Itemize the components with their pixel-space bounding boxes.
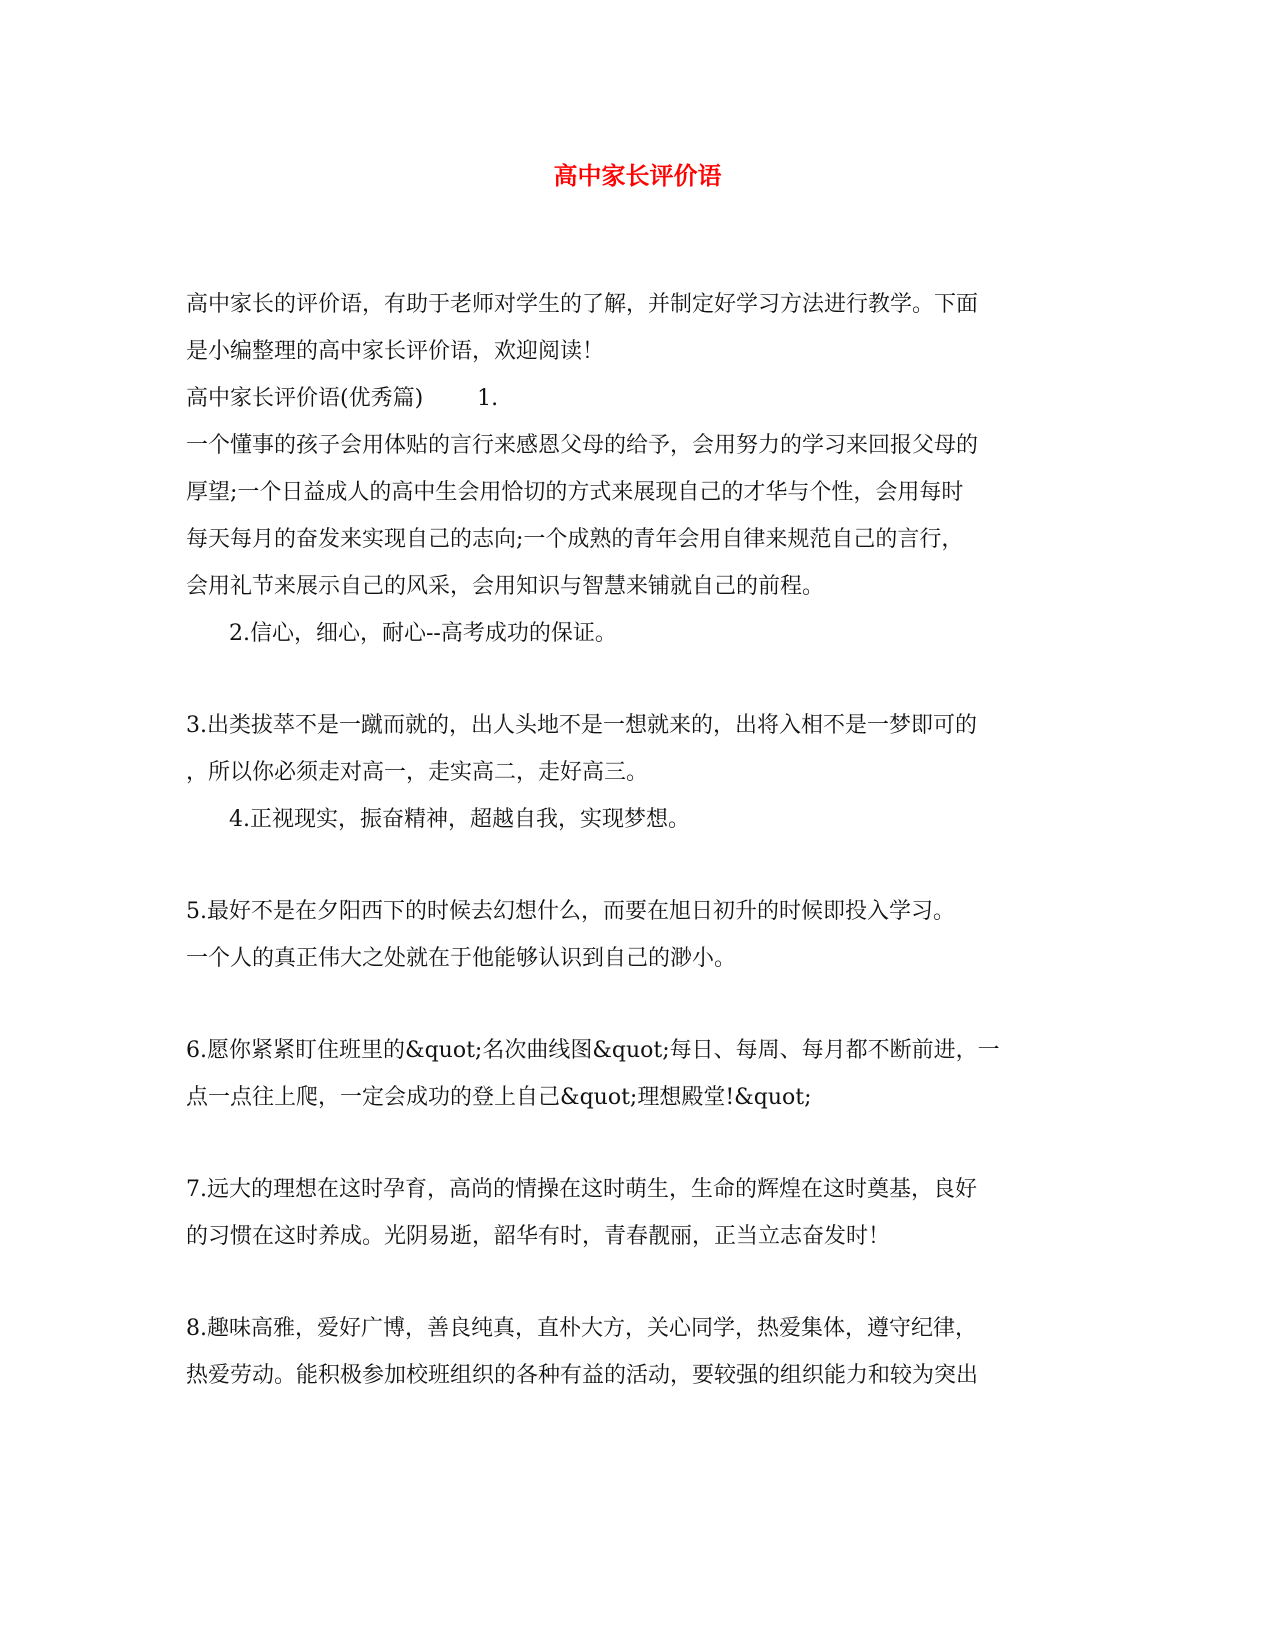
paragraph-2-line-1: 2.信心，细心，耐心--高考成功的保证。 — [229, 621, 617, 646]
paragraph-4-line-1: 4.正视现实，振奋精神，超越自我，实现梦想。 — [229, 807, 690, 832]
paragraph-7-line-1: 7.远大的理想在这时孕育，高尚的情操在这时萌生，生命的辉煌在这时奠基，良好 — [186, 1177, 977, 1202]
paragraph-6-line-1: 6.愿你紧紧盯住班里的&quot;名次曲线图&quot;每日、每周、每月都不断前进，一 — [186, 1038, 1000, 1063]
section-heading-text: 高中家长评价语(优秀篇) — [186, 386, 424, 411]
paragraph-1-line-1: 一个懂事的孩子会用体贴的言行来感恩父母的给予，会用努力的学习来回报父母的 — [186, 433, 979, 458]
paragraph-5-line-2: 一个人的真正伟大之处就在于他能够认识到自己的渺小。 — [186, 946, 737, 971]
intro-line-1: 高中家长的评价语，有助于老师对学生的了解，并制定好学习方法进行教学。下面 — [186, 292, 979, 317]
paragraph-1-line-2: 厚望;一个日益成人的高中生会用恰切的方式来展现自己的才华与个性，会用每时 — [186, 480, 964, 505]
paragraph-3-line-1: 3.出类拔萃不是一蹴而就的，出人头地不是一想就来的，出将入相不是一梦即可的 — [186, 713, 977, 738]
paragraph-6-line-2: 点一点往上爬，一定会成功的登上自己&quot;理想殿堂!&quot; — [186, 1085, 812, 1110]
paragraph-3-line-2: ，所以你必须走对高一，走实高二，走好高三。 — [186, 760, 649, 785]
intro-line-2: 是小编整理的高中家长评价语，欢迎阅读！ — [186, 339, 605, 364]
paragraph-1-line-4: 会用礼节来展示自己的风采，会用知识与智慧来铺就自己的前程。 — [186, 574, 825, 599]
paragraph-7-line-2: 的习惯在这时养成。光阴易逝，韶华有时，青春靓丽，正当立志奋发时！ — [186, 1224, 891, 1249]
section-heading-number: 1. — [477, 386, 499, 411]
paragraph-5-line-1: 5.最好不是在夕阳西下的时候去幻想什么，而要在旭日初升的时候即投入学习。 — [186, 899, 955, 924]
paragraph-8-line-1: 8.趣味高雅，爱好广博，善良纯真，直朴大方，关心同学，热爱集体，遵守纪律， — [186, 1316, 977, 1341]
section-heading — [186, 384, 498, 414]
paragraph-8-line-2: 热爱劳动。能积极参加校班组织的各种有益的活动，要较强的组织能力和较为突出 — [186, 1363, 979, 1388]
paragraph-1-line-3: 每天每月的奋发来实现自己的志向;一个成熟的青年会用自律来规范自己的言行， — [186, 527, 964, 552]
document-title: 高中家长评价语 — [553, 161, 722, 190]
